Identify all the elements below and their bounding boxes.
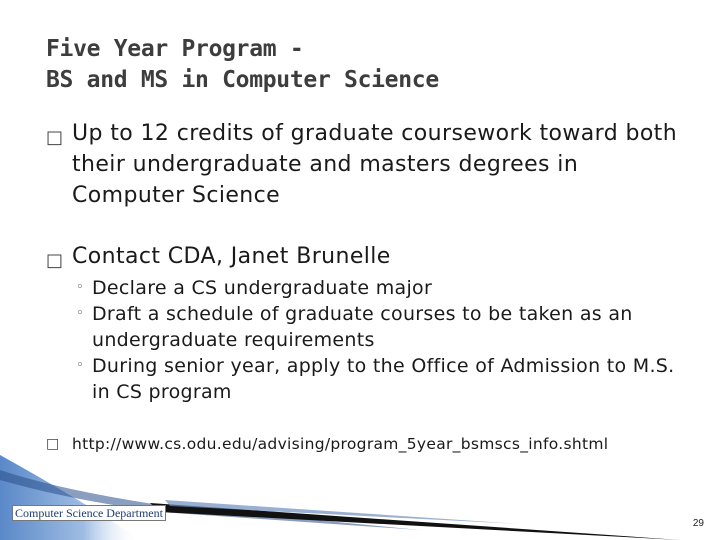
page-number: 29 — [692, 518, 704, 529]
bullet-text: Contact CDA, Janet Brunelle — [72, 244, 391, 269]
slide-title — [46, 34, 439, 96]
ring-bullet-icon: ◦ — [76, 306, 84, 321]
list-item — [76, 301, 690, 353]
program-info-link[interactable]: http://www.cs.odu.edu/advising/program_5year_bsmscs_info.shtml — [72, 435, 609, 453]
sub-bullet-list — [76, 275, 690, 405]
list-item — [76, 275, 690, 301]
sub-bullet-text: Draft a schedule of graduate courses to be taken as an undergraduate requirements — [92, 303, 633, 351]
bullet-text: Up to 12 credits of graduate coursework toward both their undergraduate and masters degrees in Computer Science — [72, 121, 678, 208]
sub-bullet-text: Declare a CS undergraduate major — [92, 277, 433, 299]
title-line-2: BS and MS in Computer Science — [46, 67, 439, 93]
list-item — [76, 353, 690, 405]
sub-bullet-text: During senior year, apply to the Office of Admission to M.S. in CS program — [92, 355, 675, 403]
footer-department-label: Computer Science Department — [12, 505, 166, 521]
ring-bullet-icon: ◦ — [76, 280, 84, 295]
square-bullet-icon: □ — [46, 250, 64, 271]
title-line-1: Five Year Program - — [46, 36, 304, 62]
bullet-contact — [46, 241, 690, 272]
square-bullet-icon: □ — [46, 127, 64, 148]
bullet-credits — [46, 118, 690, 211]
ring-bullet-icon: ◦ — [76, 358, 84, 373]
square-bullet-icon: □ — [46, 436, 60, 452]
bullet-link — [46, 432, 608, 456]
